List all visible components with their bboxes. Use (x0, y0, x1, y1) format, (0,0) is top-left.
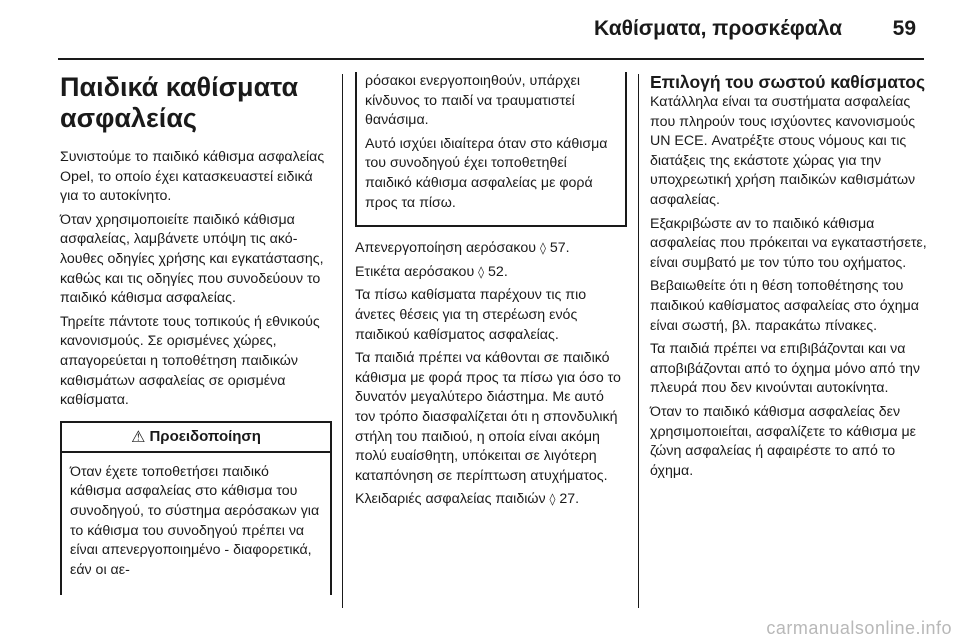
column-divider-2 (638, 74, 639, 608)
watermark: carmanualsonline.info (766, 618, 952, 638)
page-reference-icon: ◊ (549, 492, 556, 507)
section-title: Καθίσματα, προσκέφαλα (594, 17, 842, 40)
warning-icon: ⚠ (131, 426, 146, 446)
paragraph: Κατάλληλα είναι τα συστήματα ασφαλείας που πληρούν τους ισχύοντες κανονισμούς UN ECE. Ανατρέξτε στους νόμους και τις διατάξεις της εκάστοτε χώρας για την υποχρεωτική χρήση παιδικών καθισμάτων ασφαλείας. (650, 94, 916, 208)
page-number: 59 (892, 17, 916, 40)
header-divider (58, 58, 924, 60)
column-divider-1 (342, 74, 343, 608)
cross-reference (355, 490, 627, 510)
warning-box (60, 421, 332, 595)
cross-reference-label: Κλειδαριές ασφαλείας παιδιών (355, 491, 546, 508)
cross-reference-page: 52. (488, 263, 508, 280)
warning-heading-label: Προειδοποίηση (149, 427, 261, 445)
cross-reference-label: Ετικέτα αερόσακου (355, 263, 475, 280)
paragraph: Όταν το παιδικό κάθισμα ασφαλείας δεν χρησιμοποιείται, ασφαλίζετε το κάθισμα με ζώνη ασφαλείας ή αφαιρέστε το από το όχημα. (650, 403, 916, 479)
subsection-title: Επιλογή του σωστού καθίσματος (650, 72, 926, 92)
paragraph: Συνιστούμε το παιδικό κάθισμα ασφαλείας Opel, το οποίο έχει κατασκευαστεί ειδικά για το αυτοκίνητο. (60, 149, 325, 205)
paragraph: Εξακριβώστε αν το παιδικό κάθισμα ασφαλείας που πρόκειται να εγκαταστήσετε, είναι συμβατό με τον τύπο του οχήματος. (650, 215, 927, 271)
page-reference-icon: ◊ (539, 241, 546, 256)
cross-reference-page: 27. (559, 491, 580, 508)
paragraph: Τα πίσω καθίσματα παρέχουν τις πιο άνετες θέσεις για τη στερέωση ενός παιδικού καθίσματος ασφαλείας. (355, 287, 587, 343)
warning-paragraph: Αυτό ισχύει ιδιαίτερα όταν στο κάθισμα του συνοδηγού έχει τοποθετηθεί παιδικό κάθισμα ασφαλείας με φορά προς τα πίσω. (365, 135, 608, 211)
page-reference-icon: ◊ (478, 264, 485, 279)
column-middle (355, 72, 627, 514)
cross-reference (355, 263, 627, 283)
paragraph: Τα παιδιά πρέπει να κάθονται σε παιδικό κάθισμα με φορά προς τα πίσω για όσο το δυνατόν μεγαλύτερο διάστημα. Με αυτό τον τρόπο διασφαλίζεται ότι η σπονδυλική στήλη του παιδιού, η οποία είναι ακόμη πολύ ευαίσθητη, υπόκειται σε λιγότερη καταπόνηση σε περίπτωση ατυχήματος. (355, 350, 621, 484)
cross-reference (355, 239, 627, 259)
warning-heading (62, 423, 330, 453)
paragraph: Τηρείτε πάντοτε τους τοπικούς ή εθνικούς κανονισμούς. Σε ορισμένες χώρες, απαγορεύεται η τοποθέτηση παιδικών καθισμάτων ασφαλείας σε ορισμένα καθίσματα. (60, 313, 320, 409)
paragraph: Όταν χρησιμοποιείτε παιδικό κάθισμα ασφαλείας, λαμβάνετε υπόψη τις ακόλουθες οδηγίες χρήσης και εγκατάστασης, καθώς και τις οδηγίες που συνοδεύουν το παιδικό κάθισμα ασφαλείας. (60, 211, 324, 307)
paragraph: Τα παιδιά πρέπει να επιβιβάζονται και να αποβιβάζονται από το όχημα μόνο από την πλευρά που δεν κινούνται αυτοκίνητα. (650, 341, 920, 397)
warning-text: Όταν έχετε τοποθετήσει παιδικό κάθισμα ασφαλείας στο κάθισμα του συνοδηγού, το σύστημα αερόσακων για το κάθισμα του συνοδηγού πρέπει να είναι απενεργοποιημένο - διαφορετικά, εάν οι αε- (70, 463, 320, 578)
cross-reference-page: 57. (549, 240, 570, 257)
column-right (650, 72, 928, 485)
warning-paragraph: ρόσακοι ενεργοποιηθούν, υπάρχει κίνδυνος το παιδί να τραυματιστεί θανάσιμα. (365, 73, 581, 129)
warning-box-continued (355, 72, 627, 227)
cross-reference-label: Απενεργοποίηση αερόσακου (355, 240, 536, 257)
column-left (60, 72, 330, 595)
paragraph: Βεβαιωθείτε ότι η θέση τοποθέτησης του παιδικού καθίσματος ασφαλείας στο όχημα είναι σωστή, βλ. παρακάτω πίνακες. (650, 278, 920, 334)
page-title: Παιδικά καθίσματα ασφαλείας (60, 72, 299, 133)
page-header (0, 0, 960, 62)
